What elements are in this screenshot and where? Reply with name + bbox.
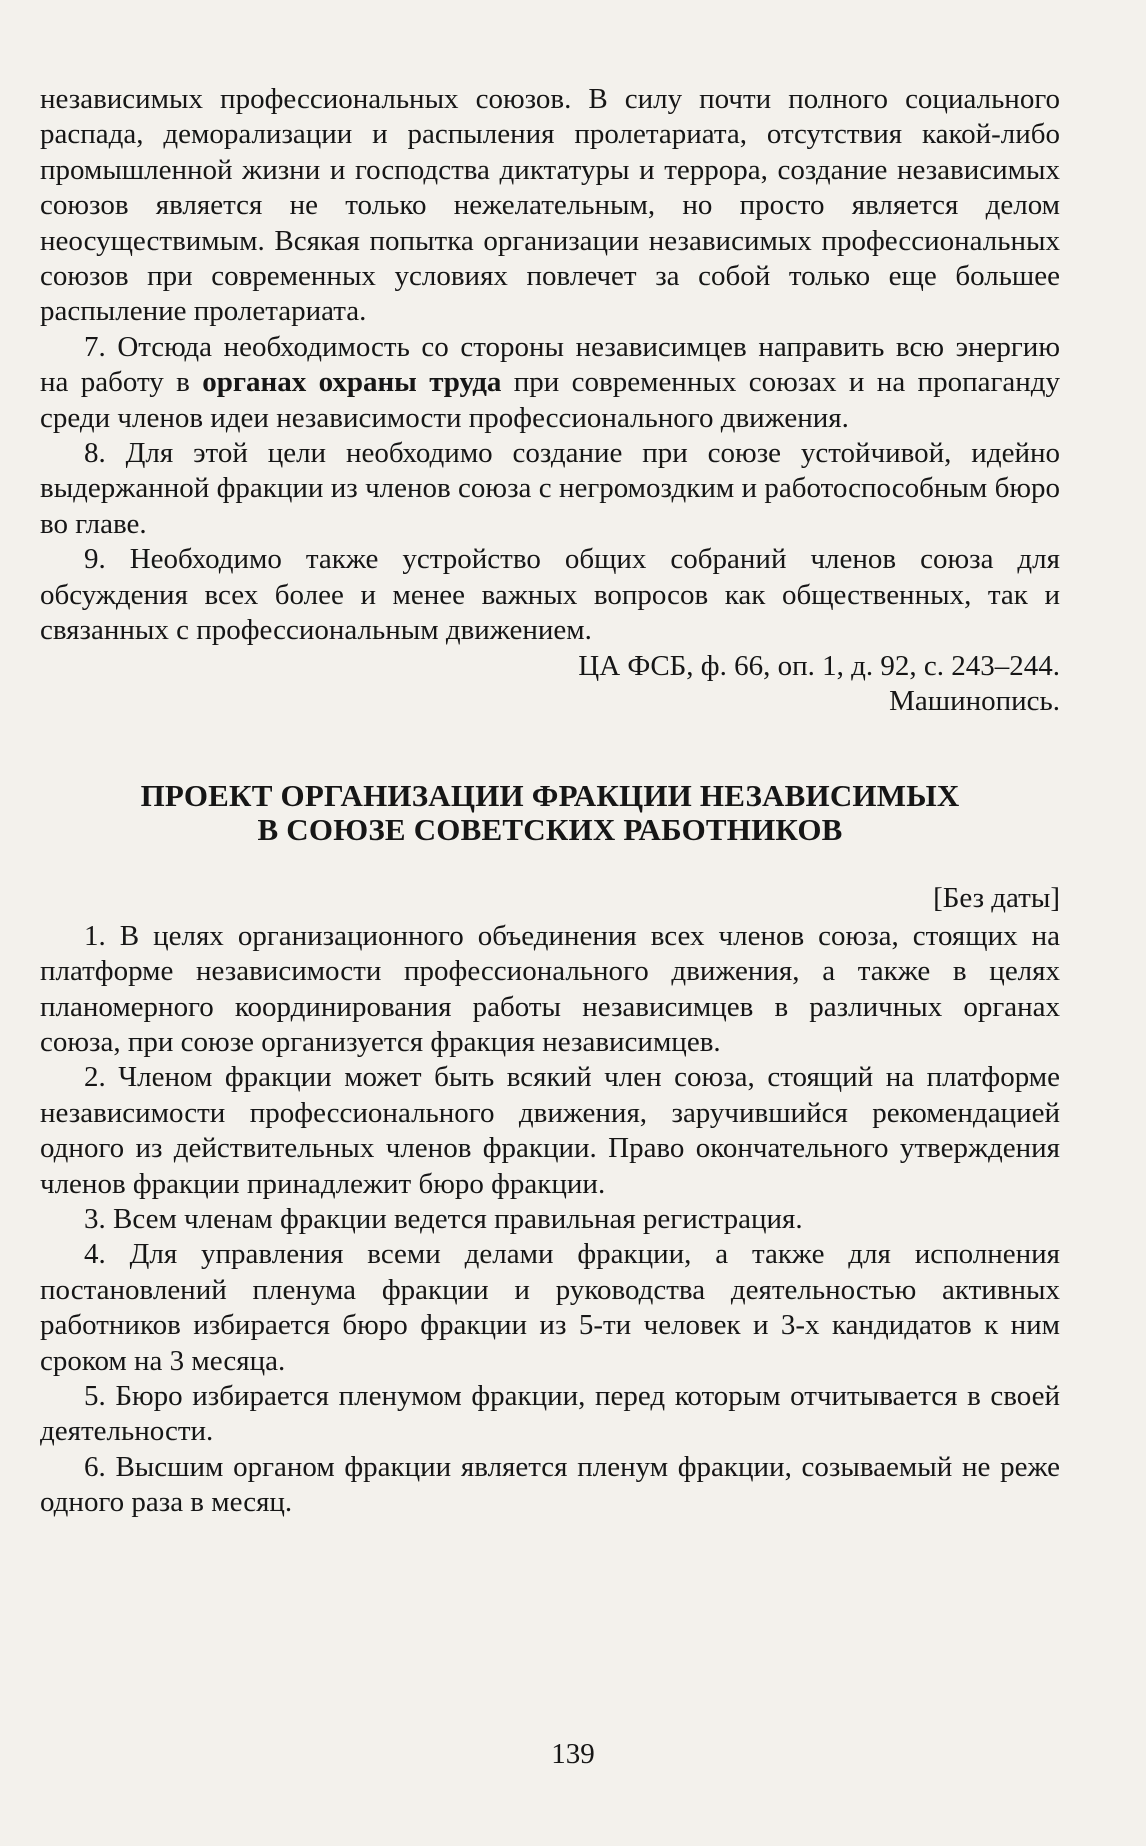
paragraph-9: 9. Необходимо также устройство общих собраний членов союза для обсуждения всех более и менее важных вопросов как общественных, так и связанных с профессиональным движением. [40,543,1060,647]
title-line-1: ПРОЕКТ ОРГАНИЗАЦИИ ФРАКЦИИ НЕЗАВИСИМЫХ [140,778,960,814]
document-type: Машинопись. [889,684,1060,717]
archive-source [40,649,1060,720]
paragraph-7-end: при современных союзах и на пропаганду среди членов идеи независимости профессионального движения. [40,366,1061,434]
paragraph-8: 8. Для этой цели необходимо создание при союзе устойчивой, идейно выдержанной фракции из членов союза с негромоздким и работоспособным бюро во главе. [40,437,1060,540]
clause-2: 2. Членом фракции может быть всякий член союза, стоящий на платформе независимости профессионального движения, заручившийся рекомендацией одного из действительных членов фракции. Право окончательного утверждения членов фракции принадлежит бюро фракции. [40,1061,1060,1200]
clause-5: 5. Бюро избирается пленумом фракции, перед которым отчитывается в своей деятельности. [40,1380,1060,1448]
paragraph-7-start: 7. Отсюда необходимость со стороны независимцев направить всю энергию на работу в [40,330,1060,399]
document-title [40,779,1060,847]
clause-4: 4. Для управления всеми делами фракции, а также для исполнения постановлений пленума фракции и руководства деятельностью активных работников избирается бюро фракции из 5-ти человек и 3-х кандидатов к ним сроком на 3 месяца. [40,1238,1060,1377]
archive-reference: ЦА ФСБ, ф. 66, оп. 1, д. 92, с. 243–244. [578,649,1060,682]
date-note: [Без даты] [933,882,1060,915]
title-line-2: В СОЮЗЕ СОВЕТСКИХ РАБОТНИКОВ [257,812,843,848]
clause-3: 3. Всем членам фракции ведется правильная регистрация. [84,1202,803,1235]
body-text [40,82,1060,1521]
paragraph-continuation: независимых профессиональных союзов. В силу почти полного социального распада, деморализации и распыления пролетариата, отсутствия какой-либо промышленной жизни и господства диктатуры и террора, создание независимых союзов является не только нежелательным, но просто является делом неосуществимым. Всякая попытка организации независимых профессиональных союзов при современных условиях повлечет за собой только еще большее распыление пролетариата. [40,83,1060,328]
page-number: 139 [551,1738,595,1770]
clause-1: 1. В целях организационного объединения всех членов союза, стоящих на платформе независимости профессионального движения, а также в целях планомерного координирования работы независимцев в различных органах союза, при союзе организуется фракция независимцев. [40,919,1060,1058]
paragraph-7 [40,330,1060,436]
paragraph-7-bold-phrase: органах охраны труда [202,366,502,399]
clause-6: 6. Высшим органом фракции является пленум фракции, созываемый не реже одного раза в месяц. [40,1450,1060,1519]
